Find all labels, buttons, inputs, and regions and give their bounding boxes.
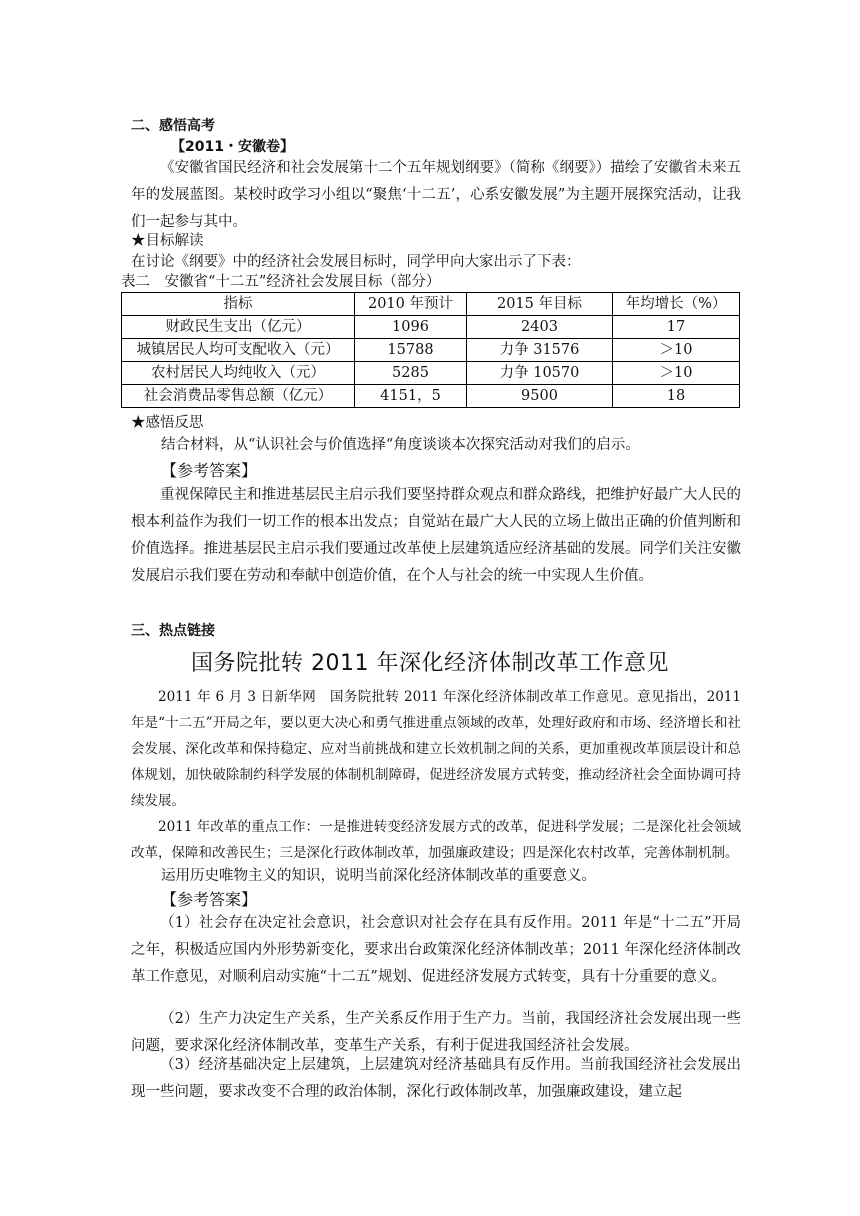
table-cell: 15788 [355, 339, 467, 362]
news-body [131, 684, 741, 866]
table-cell: 1096 [355, 316, 467, 339]
table-header-cell: 年均增长（%） [613, 293, 740, 316]
exam-source: 【2011・安徽卷】 [171, 139, 294, 155]
table-header-cell: 2015 年目标 [467, 293, 613, 316]
table-cell: 城镇居民人均可支配收入（元） [122, 339, 355, 362]
table-cell: 力争 31576 [467, 339, 613, 362]
article-title: 国务院批转 2011 年深化经济体制改革工作意见 [191, 651, 669, 676]
answer-point-1: （1）社会存在决定社会意识，社会意识对社会存在具有反作用。2011 年是“十二五”开局之年，积极适应国内外形势新变化，要求出台政策深化经济体制改革；2011 年深化经济体制改革工作意见，对顺利启动实施“十二五”规划、促进经济发展方式转变，具有十分重要的意义。 [131, 915, 741, 985]
table-cell: 18 [613, 385, 740, 408]
answer-heading: 【参考答案】 [161, 461, 258, 480]
reflect-text: 结合材料，从“认识社会与价值选择“角度谈谈本次探究活动对我们的启示。 [161, 437, 640, 453]
table-header-cell: 指标 [122, 293, 355, 316]
answer-heading: 【参考答案】 [161, 890, 258, 909]
table-cell: 农村居民人均纯收入（元） [122, 362, 355, 385]
table-row [122, 316, 740, 339]
goal-text: 在讨论《纲要》中的经济社会发展目标时，同学甲向大家出示了下表： [131, 254, 581, 270]
section-heading-hotspot: 三、热点链接 [131, 623, 215, 639]
goal-heading: ★目标解读 [131, 233, 204, 249]
table-cell: 财政民生支出（亿元） [122, 316, 355, 339]
news-paragraph: 2011 年改革的重点工作：一是推进转变经济发展方式的改革，促进科学发展；二是深化社会领域改革，保障和改善民生；三是深化行政体制改革，加强廉政建设；四是深化农村改革，完善体制机制。 [131, 819, 741, 861]
development-goals-table [121, 292, 740, 408]
reflect-heading: ★感悟反思 [131, 415, 204, 431]
table-row [122, 362, 740, 385]
table-row [122, 385, 740, 408]
table-header-cell: 2010 年预计 [355, 293, 467, 316]
section-heading-gaokao: 二、感悟高考 [131, 118, 215, 134]
answer-point-2: （2）生产力决定生产关系，生产关系反作用于生产力。当前，我国经济社会发展出现一些问题，要求深化经济体制改革，变革生产关系，有利于促进我国经济社会发展。 [131, 1011, 741, 1054]
table-cell: 力争 10570 [467, 362, 613, 385]
intro-paragraph: 《安徽省国民经济和社会发展第十二个五年规划纲要》（简称《纲要》）描绘了安徽省未来五年的发展蓝图。某校时政学习小组以“聚焦‘十二五’，心系安徽发展”为主题开展探究活动，让我们一起参与其中。 [131, 160, 741, 230]
table-caption: 表二 安徽省“十二五”经济社会发展目标（部分） [121, 274, 441, 290]
table-row [122, 339, 740, 362]
question-text: 运用历史唯物主义的知识，说明当前深化经济体制改革的重要意义。 [161, 868, 596, 884]
table-cell: 9500 [467, 385, 613, 408]
table-cell: ＞10 [613, 362, 740, 385]
table-cell: 17 [613, 316, 740, 339]
news-paragraph: 2011 年 6 月 3 日新华网 国务院批转 2011 年深化经济体制改革工作意见。意见指出，2011 年是“十二五”开局之年，要以更大决心和勇气推进重点领域的改革，处理好政府和市场、经济增长和社会发展、深化改革和保持稳定、应对当前挑战和建立长效机制之间的关系，更加重视改革顶层设计和总体规划，加快破除制约科学发展的体制机制障碍，促进经济发展方式转变，推动经济社会全面协调可持续发展。 [131, 689, 741, 809]
table-cell: 4151，5 [355, 385, 467, 408]
answer-paragraph: 重视保障民主和推进基层民主启示我们要坚持群众观点和群众路线，把维护好最广大人民的根本利益作为我们一切工作的根本出发点；自觉站在最广大人民的立场上做出正确的价值判断和价值选择。推进基层民主启示我们要通过改革使上层建筑适应经济基础的发展。同学们关注安徽发展启示我们要在劳动和奉献中创造价值，在个人与社会的统一中实现人生价值。 [131, 487, 741, 584]
table-cell: 社会消费品零售总额（亿元） [122, 385, 355, 408]
table-cell: 5285 [355, 362, 467, 385]
table-header-row [122, 293, 740, 316]
table-cell: 2403 [467, 316, 613, 339]
answer-point-3: （3）经济基础决定上层建筑，上层建筑对经济基础具有反作用。当前我国经济社会发展出现一些问题，要求改变不合理的政治体制，深化行政体制改革，加强廉政建设，建立起 [131, 1057, 741, 1100]
table-cell: ＞10 [613, 339, 740, 362]
